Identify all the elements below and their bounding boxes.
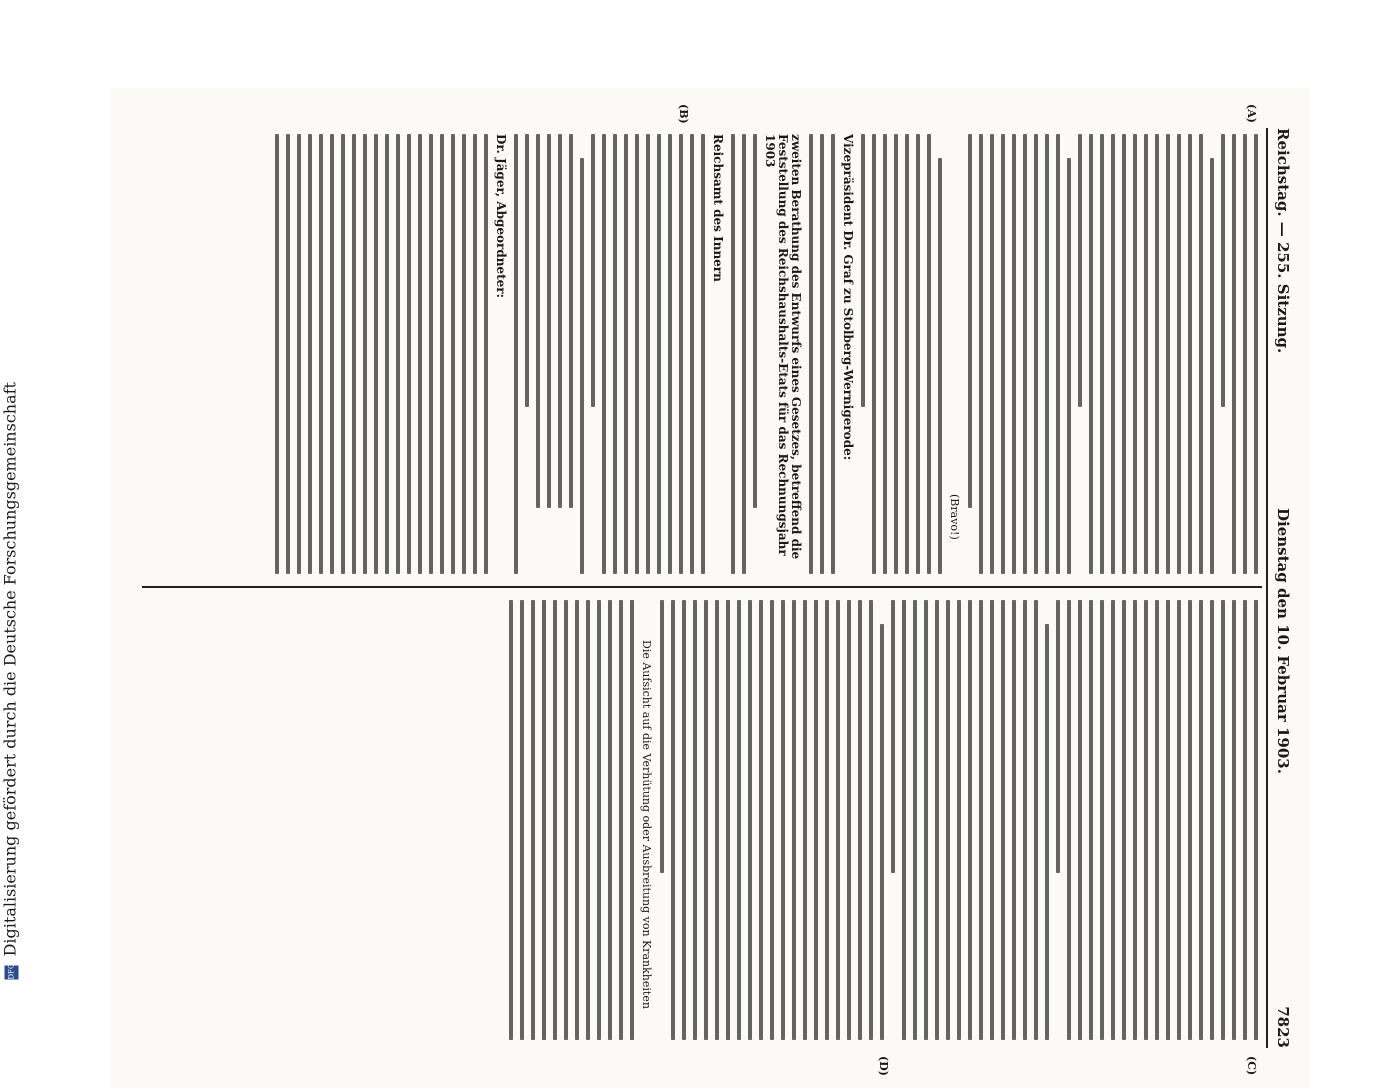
section-heading: Die Aufsicht auf die Verhütung oder Ausbreitung von Krankheiten: [640, 640, 653, 1009]
president-speaker: Vizepräsident Dr. Graf zu Stolberg-Wernigerode:: [841, 134, 855, 461]
document-page: [110, 88, 1310, 1088]
running-header: [1270, 128, 1292, 1048]
column-rule: [142, 586, 1262, 588]
margin-marker-c: (C): [1245, 1056, 1258, 1076]
header-rule: [1266, 128, 1268, 1048]
header-left: Reichstag. — 255. Sitzung.: [1274, 128, 1292, 354]
left-column: [148, 134, 1258, 574]
footer-text: Digitalisierung gefördert durch die Deutsche Forschungsgemeinschaft: [0, 382, 20, 957]
agenda-item: zweiten Berathung des Entwurfs eines Gesetzes, betreffend die Feststellung des Reichshaushalts-Etats für das Rechnungsjahr 1903: [763, 134, 803, 560]
margin-marker-b: (B): [677, 104, 690, 124]
margin-marker-d: (D): [877, 1056, 890, 1076]
footer: [1, 20, 20, 980]
dfg-logo: DFG: [4, 966, 18, 980]
speaker-name: Dr. Jäger, Abgeordneter:: [494, 134, 508, 298]
margin-marker-a: (A): [1245, 104, 1258, 123]
page-number: 7823: [1274, 1006, 1292, 1048]
header-date: Dienstag den 10. Februar 1903.: [1274, 508, 1292, 774]
budget-section: Reichsamt des Innern: [711, 134, 725, 282]
applause-note: (Bravo!): [948, 494, 961, 540]
right-column: [148, 600, 1258, 1040]
